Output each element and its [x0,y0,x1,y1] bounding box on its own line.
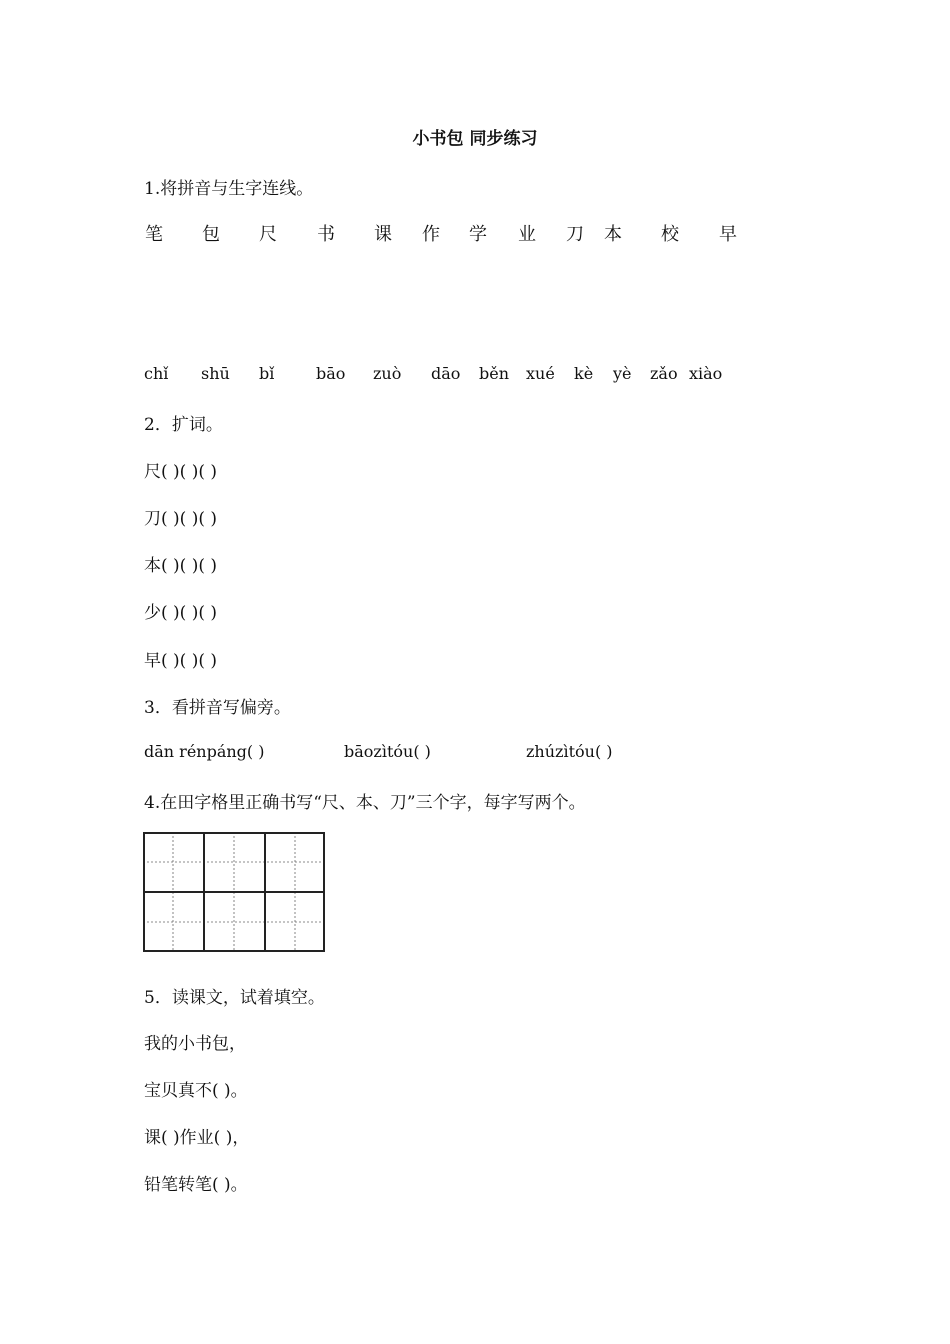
character-item: 尺 [259,224,277,245]
q1-heading: 1.将拼音与生字连线。 [144,179,314,199]
character-item: 书 [317,224,335,245]
blank-parentheses[interactable]: ( )( )( ) [161,509,218,529]
pinyin-item: xué [526,364,555,383]
pinyin-item: kè [574,364,594,383]
pinyin-item: shū [201,364,230,383]
word-expansion-row [144,598,217,623]
row-character: 早 [144,651,161,671]
blank-parentheses[interactable]: ( )( )( ) [161,603,218,623]
word-expansion-row [144,457,217,482]
radical-item[interactable]: dān rénpáng( ) [144,742,265,761]
poem-line[interactable]: 课( )作业( )， [144,1128,250,1148]
pinyin-item: yè [613,364,632,383]
poem-line[interactable]: 铅笔转笔( )。 [144,1175,248,1195]
word-expansion-row [144,504,217,529]
pinyin-item: zǎo [650,364,678,383]
character-item: 早 [719,224,737,245]
pinyin-item: běn [479,364,510,383]
row-character: 尺 [144,462,161,482]
character-item: 笔 [145,224,163,245]
poem-line: 我的小书包， [144,1034,246,1054]
radical-item[interactable]: zhúzìtóu( ) [526,742,613,761]
word-expansion-row [144,551,217,576]
character-item: 本 [604,224,622,245]
character-item: 学 [469,224,487,245]
row-character: 本 [144,556,161,576]
blank-parentheses[interactable]: ( )( )( ) [161,556,218,576]
row-character: 少 [144,603,161,623]
pinyin-item: bāo [316,364,346,383]
q1-character-row [0,220,950,244]
pinyin-item: xiào [689,364,723,383]
word-expansion-row [144,646,217,671]
row-character: 刀 [144,509,161,529]
tianzige-grid[interactable] [143,832,325,952]
poem-line[interactable]: 宝贝真不( )。 [144,1081,248,1101]
pinyin-item: dāo [431,364,461,383]
pinyin-item: zuò [373,364,402,383]
character-item: 包 [202,224,220,245]
character-item: 刀 [566,224,584,245]
pinyin-item: chǐ [144,364,169,383]
q2-heading: 2．扩词。 [144,415,223,435]
q5-heading: 5．读课文，试着填空。 [144,988,325,1008]
blank-parentheses[interactable]: ( )( )( ) [161,651,218,671]
character-item: 校 [661,224,679,245]
q3-heading: 3．看拼音写偏旁。 [144,698,291,718]
blank-parentheses[interactable]: ( )( )( ) [161,462,218,482]
radical-item[interactable]: bāozìtóu( ) [344,742,431,761]
character-item: 课 [374,224,392,245]
q4-heading: 4.在田字格里正确书写“尺、本、刀”三个字，每字写两个。 [144,793,586,813]
character-item: 作 [422,224,440,245]
character-item: 业 [518,224,536,245]
page-title: 小书包 同步练习 [412,129,538,149]
q1-pinyin-row [0,364,950,388]
pinyin-item: bǐ [259,364,275,383]
